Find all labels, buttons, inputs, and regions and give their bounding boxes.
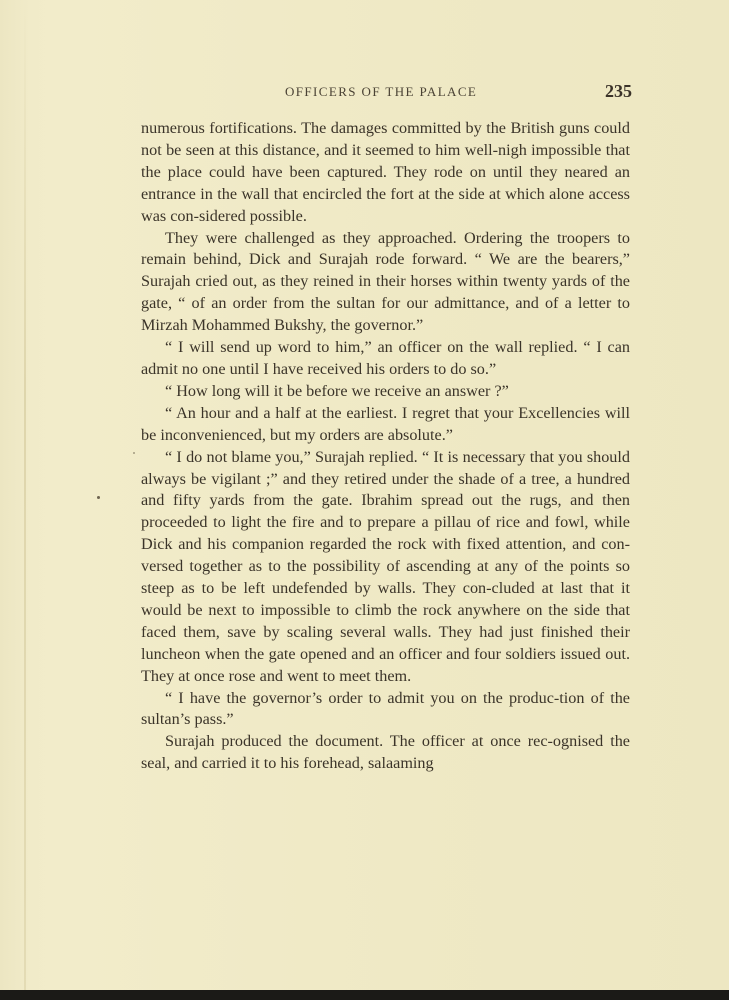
- paragraph: “ An hour and a half at the earliest. I regret that your Excellencies will be inconvenienced, but my orders are absolute.”: [141, 403, 630, 444]
- paragraph: Surajah produced the document. The officer at once rec-ognised the seal, and carried it to his forehead, salaaming: [141, 732, 630, 773]
- paragraph: They were challenged as they approached. Ordering the troopers to remain behind, Dick and Surajah rode forward. “ We are the bearers,” Surajah cried out, as they reined in their horses within twenty yards of the gate, “ of an order from the sultan for our admittance, and of a letter to Mirzah Mohammed Bukshy, the governor.”: [141, 228, 630, 335]
- scan-speck: [97, 496, 100, 499]
- paragraph: numerous fortifications. The damages committed by the British guns could not be seen at this distance, and it seemed to him well-nigh impossible that the place could have been captured. They rode on until they neared an entrance in the wall that encircled the fort at the side at which alone access was con-sidered possible.: [141, 119, 630, 225]
- page-bottom-edge: [0, 990, 729, 1000]
- running-head: [140, 81, 632, 106]
- paragraph: “ I will send up word to him,” an officer on the wall replied. “ I can admit no one until I have received his orders to do so.”: [141, 338, 630, 378]
- paragraph: “ I do not blame you,” Surajah replied. “ It is necessary that you should always be vigilant ;” and they retired under the shade of a tree, a hundred and fifty yards from the gate. Ibrahim spread out the rugs, and then proceeded to light the fire and to prepare a pillau of rice and fowl, while Dick and his companion regarded the rock with fixed attention, and con-versed together as to the possibility of ascending at any of the points so steep as to be left undefended by walls. They con-cluded at last that it would be next to impossible to climb the rock anywhere on the side that faced them, save by scaling several walls. They had just finished their luncheon when the gate opened and an officer and four soldiers issued out. They at once rose and went to meet them.: [141, 447, 630, 685]
- paragraph: “ I have the governor’s order to admit you on the produc-tion of the sultan’s pass.”: [141, 688, 630, 729]
- body-text: [141, 118, 630, 775]
- scan-speck: [133, 452, 135, 454]
- page-number: 235: [605, 81, 632, 101]
- page-gutter-line: [24, 0, 26, 990]
- running-head-title: OFFICERS OF THE PALACE: [285, 84, 478, 99]
- paragraph: “ How long will it be before we receive an answer ?”: [165, 381, 509, 400]
